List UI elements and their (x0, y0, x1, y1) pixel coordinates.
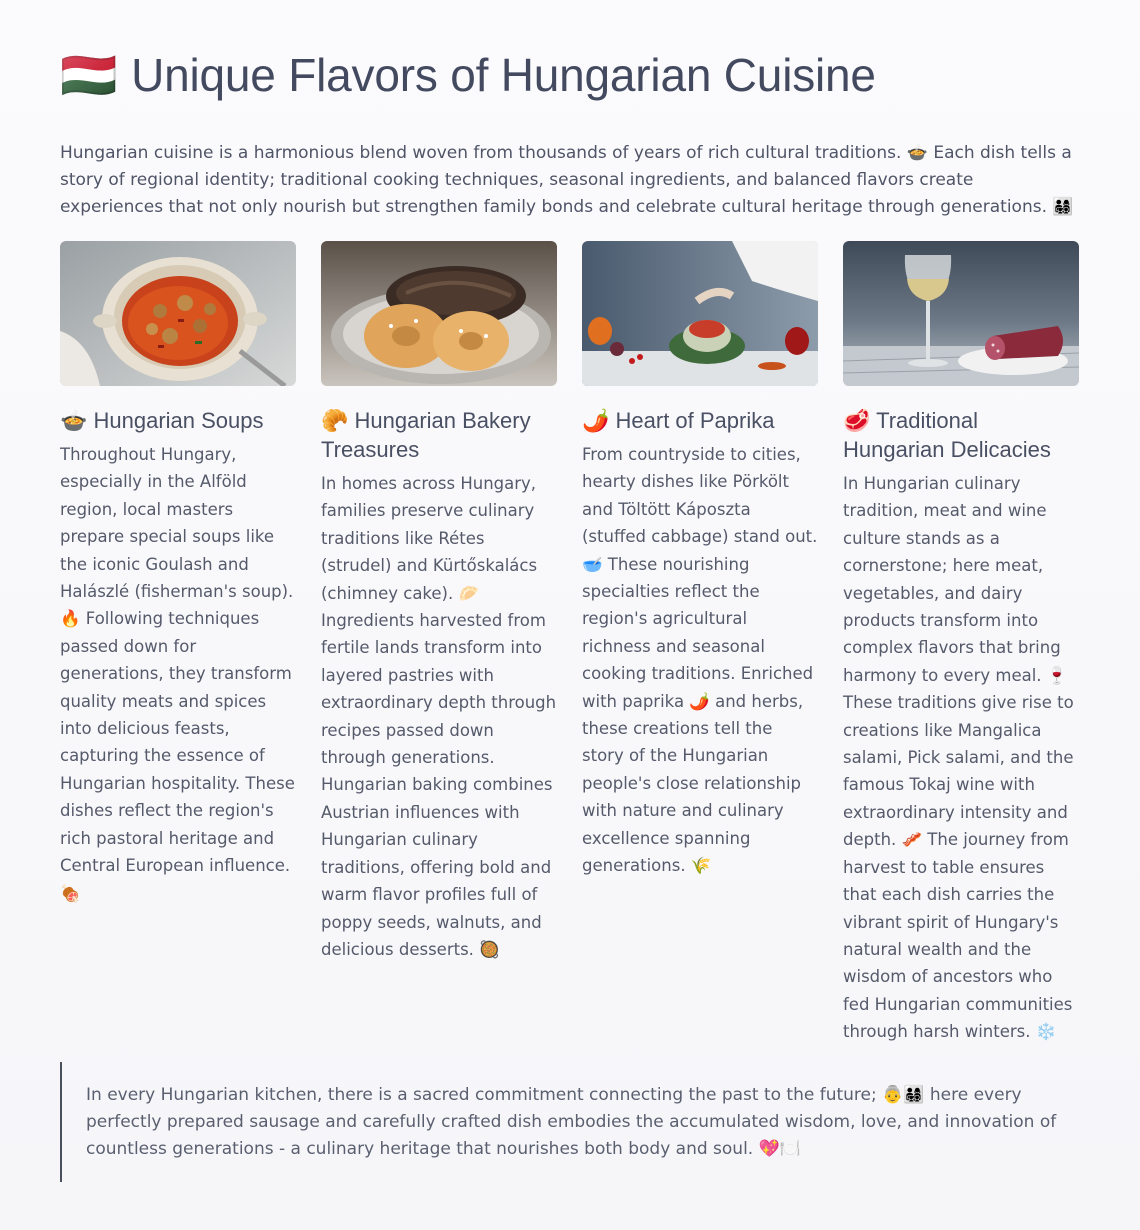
card-body: In homes across Hungary, families preserve culinary traditions like Rétes (strudel) and Kürtőskalács (chimney cake). 🥟 Ingredients harvested from fertile lands transform into layered pastries with extraordinary depth through recipes passed down through generations. Hungarian baking combines Austrian influences with Hungarian culinary traditions, offering bold and warm flavor profiles full of poppy seeds, walnuts, and delicious desserts. 🥘 (321, 474, 557, 959)
card-body: From countryside to cities, hearty dishes like Pörkölt and Töltött Káposzta (stuffed cabbage) stand out. 🥣 These nourishing specialties reflect the region's agricultural richness and seasonal cooking traditions. Enriched with paprika 🌶️ and herbs, these creations tell the story of the Hungarian people's close relationship with nature and culinary excellence spanning generations. 🌾 (582, 445, 818, 876)
card-heading: 🌶️ Heart of Paprika (582, 408, 775, 433)
page-title (60, 44, 1080, 106)
card-bakery (321, 241, 557, 1046)
hungary-flag-icon: 🇭🇺 (60, 48, 118, 101)
intro-paragraph: Hungarian cuisine is a harmonious blend woven from thousands of years of rich cultural traditions. 🍲 Each dish tells a story of regional identity; traditional cooking techniques, seasonal ingredients, and balanced flavors create experiences that not only nourish but strengthen family bonds and celebrate cultural heritage through generations. 👨‍👩‍👧‍👦 (60, 143, 1074, 217)
card-soups (60, 241, 296, 1046)
card-heading: 🍲 Hungarian Soups (60, 408, 264, 433)
card-delicacies (843, 241, 1079, 1046)
card-body: Throughout Hungary, especially in the Alföld region, local masters prepare special soups like the iconic Goulash and Halászlé (fisherman's soup). 🔥 Following techniques passed down for generations, they transform quality meats and spices into delicious feasts, capturing the essence of Hungarian hospitality. These dishes reflect the region's rich pastoral heritage and Central European influence. 🍖 (60, 445, 295, 903)
chef-plating-image (582, 241, 818, 386)
card-paprika (582, 241, 818, 1046)
wine-salami-image (843, 241, 1079, 386)
pastry-platter-image (321, 241, 557, 386)
card-body: In Hungarian culinary tradition, meat and wine culture stands as a cornerstone; here meat, vegetables, and dairy products transform into complex flavors that bring harmony to every meal. 🍷 These traditions give rise to creations like Mangalica salami, Pick salami, and the famous Tokaj wine with extraordinary intensity and depth. 🥓 The journey from harvest to table ensures that each dish carries the vibrant spirit of Hungary's natural wealth and the wisdom of ancestors who fed Hungarian communities through harsh winters. ❄️ (843, 474, 1074, 1042)
quote-text: In every Hungarian kitchen, there is a sacred commitment connecting the past to the future; 👵👨‍👩‍👧‍👦 here every perfectly prepared sausage and carefully crafted dish embodies the accumulated wisdom, love, and innovation of countless generations - a culinary heritage that nourishes both body and soul. 💖🍽️ (86, 1085, 1057, 1159)
goulash-soup-image (60, 241, 296, 386)
cards-grid (60, 241, 1080, 1046)
card-heading: 🥩 Traditional Hungarian Delicacies (843, 408, 1051, 462)
card-heading: 🥐 Hungarian Bakery Treasures (321, 408, 531, 462)
closing-quote (60, 1062, 1082, 1182)
page-title-text: Unique Flavors of Hungarian Cuisine (131, 49, 876, 101)
